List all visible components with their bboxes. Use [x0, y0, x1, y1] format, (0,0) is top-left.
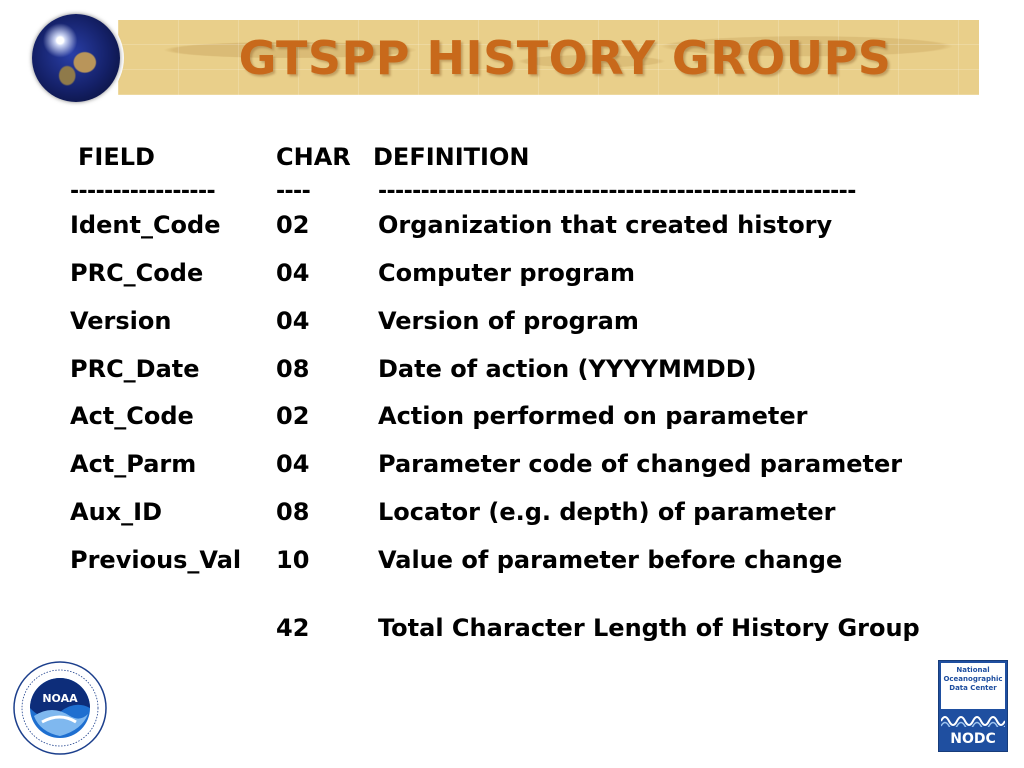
- nodc-logo-caption: [941, 663, 1005, 709]
- separator-field: -----------------: [70, 179, 216, 204]
- char-length: 02: [276, 402, 310, 430]
- nodc-line-national: National: [956, 666, 990, 674]
- nodc-line-oceanographic: Oceanographic: [943, 675, 1003, 683]
- field-definition: Computer program: [378, 259, 636, 287]
- char-length: 08: [276, 355, 310, 383]
- nodc-line-data-center: Data Center: [949, 684, 997, 692]
- field-definition: Parameter code of changed parameter: [378, 450, 903, 478]
- field-definition: Organization that created history: [378, 211, 833, 239]
- noaa-logo-icon: [12, 660, 108, 756]
- noaa-logo-text: NOAA: [42, 692, 78, 705]
- char-length: 04: [276, 307, 310, 335]
- field-name: Act_Parm: [70, 450, 197, 478]
- field-name: Ident_Code: [70, 211, 221, 239]
- field-name: PRC_Date: [70, 355, 200, 383]
- field-name: Version: [70, 307, 172, 335]
- field-name: PRC_Code: [70, 259, 204, 287]
- separator-definition: --------------------------------------------------------: [378, 179, 856, 204]
- field-definition: Action performed on parameter: [378, 402, 808, 430]
- page-title: GTSPP HISTORY GROUPS: [238, 31, 892, 85]
- header-char: CHAR: [276, 143, 351, 171]
- separator-char: ----: [276, 179, 311, 204]
- char-length: 10: [276, 546, 310, 574]
- nodc-logo-name: NODC: [950, 731, 996, 747]
- nodc-logo: [938, 660, 1008, 752]
- globe-icon: [32, 14, 120, 102]
- field-definition: Date of action (YYYYMMDD): [378, 355, 757, 383]
- char-length: 08: [276, 498, 310, 526]
- total-char-length: 42: [276, 614, 310, 642]
- waves-icon: [941, 711, 1005, 727]
- field-name: Act_Code: [70, 402, 194, 430]
- char-length: 04: [276, 450, 310, 478]
- field-name: Aux_ID: [70, 498, 162, 526]
- total-definition: Total Character Length of History Group: [378, 614, 920, 642]
- field-definition: Version of program: [378, 307, 639, 335]
- char-length: 02: [276, 211, 310, 239]
- header-definition: DEFINITION: [373, 143, 530, 171]
- field-name: Previous_Val: [70, 546, 242, 574]
- field-definition: Locator (e.g. depth) of parameter: [378, 498, 836, 526]
- header-field: FIELD: [78, 143, 155, 171]
- field-definition: Value of parameter before change: [378, 546, 843, 574]
- char-length: 04: [276, 259, 310, 287]
